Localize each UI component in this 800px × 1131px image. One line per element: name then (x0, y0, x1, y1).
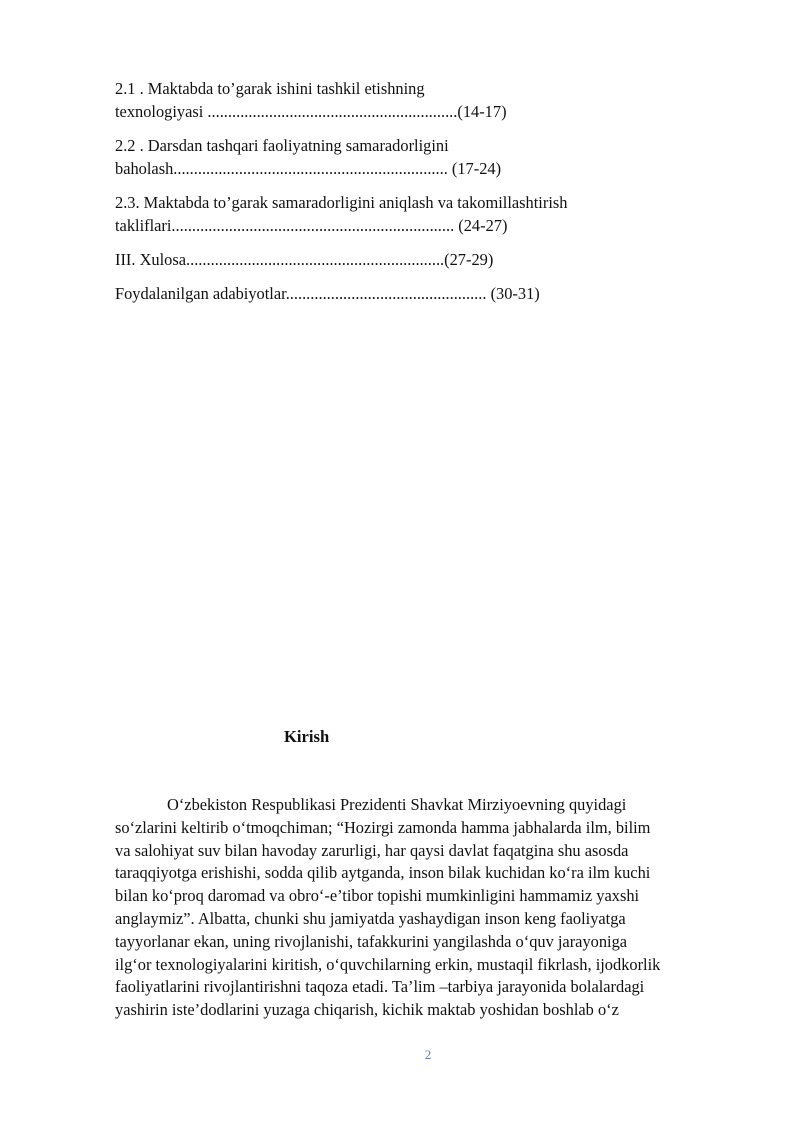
toc-entry-adabiyotlar[interactable] (115, 282, 675, 305)
page-number: 2 (424, 1047, 432, 1062)
section-heading: Kirish (284, 727, 330, 746)
paragraph-line: anglaymiz”. Albatta, chunki shu jamiyatda yashaydigan inson keng faoliyatga (115, 908, 626, 928)
section-body-paragraph (115, 794, 745, 1022)
toc-entry-2-1[interactable] (115, 77, 675, 123)
toc-entry-line: 2.3. Maktabda to’garak samaradorligini aniqlash va takomillashtirish (115, 193, 568, 212)
toc-entry-line: Foydalanilgan adabiyotlar................................................. (30-31) (115, 284, 540, 303)
paragraph-line: va salohiyat suv bilan havoday zarurligi, har qaysi davlat faqatgina shu asosda (115, 840, 629, 860)
toc-entry-line: takliflari..................................................................... (24-27) (115, 216, 508, 235)
toc-entry-line: III. Xulosa...............................................................(27-29) (115, 250, 494, 269)
toc-entry-line: 2.1 . Maktabda to’garak ishini tashkil etishning (115, 79, 425, 98)
table-of-contents (115, 77, 675, 316)
toc-entry-2-3[interactable] (115, 191, 675, 237)
paragraph-line: yashirin iste’dodlarini yuzaga chiqarish, kichik maktab yoshidan boshlab o‘z (115, 1000, 619, 1020)
paragraph-line: tayyorlanar ekan, uning rivojlanishi, tafakkurini yangilashda o‘quv jarayoniga (115, 931, 628, 951)
paragraph-line: ilg‘or texnologiyalarini kiritish, o‘quvchilarning erkin, mustaqil fikrlash, ijodkorlik (115, 954, 661, 974)
paragraph-line: faoliyatlarini rivojlantirishni taqoza etadi. Ta’lim –tarbiya jarayonida bolalardagi (115, 977, 645, 997)
toc-entry-2-2[interactable] (115, 134, 675, 180)
toc-entry-xulosa[interactable] (115, 248, 675, 271)
paragraph-line: O‘zbekiston Respublikasi Prezidenti Shavkat Mirziyoevning quyidagi (167, 795, 627, 814)
paragraph-line: so‘zlarini keltirib o‘tmoqchiman; “Hozirgi zamonda hamma jabhalarda ilm, bilim (115, 817, 651, 837)
toc-entry-line: 2.2 . Darsdan tashqari faoliyatning samaradorligini (115, 136, 449, 155)
toc-entry-line: baholash................................................................... (17-24) (115, 159, 502, 178)
paragraph-line: bilan ko‘proq daromad va obro‘-e’tibor topishi mumkinligini hammamiz yaxshi (115, 886, 640, 906)
toc-entry-line: texnologiyasi .............................................................(14-17) (115, 102, 507, 121)
paragraph-line: taraqqiyotga erishishi, sodda qilib aytganda, inson bilak kuchidan ko‘ra ilm kuchi (115, 863, 651, 883)
